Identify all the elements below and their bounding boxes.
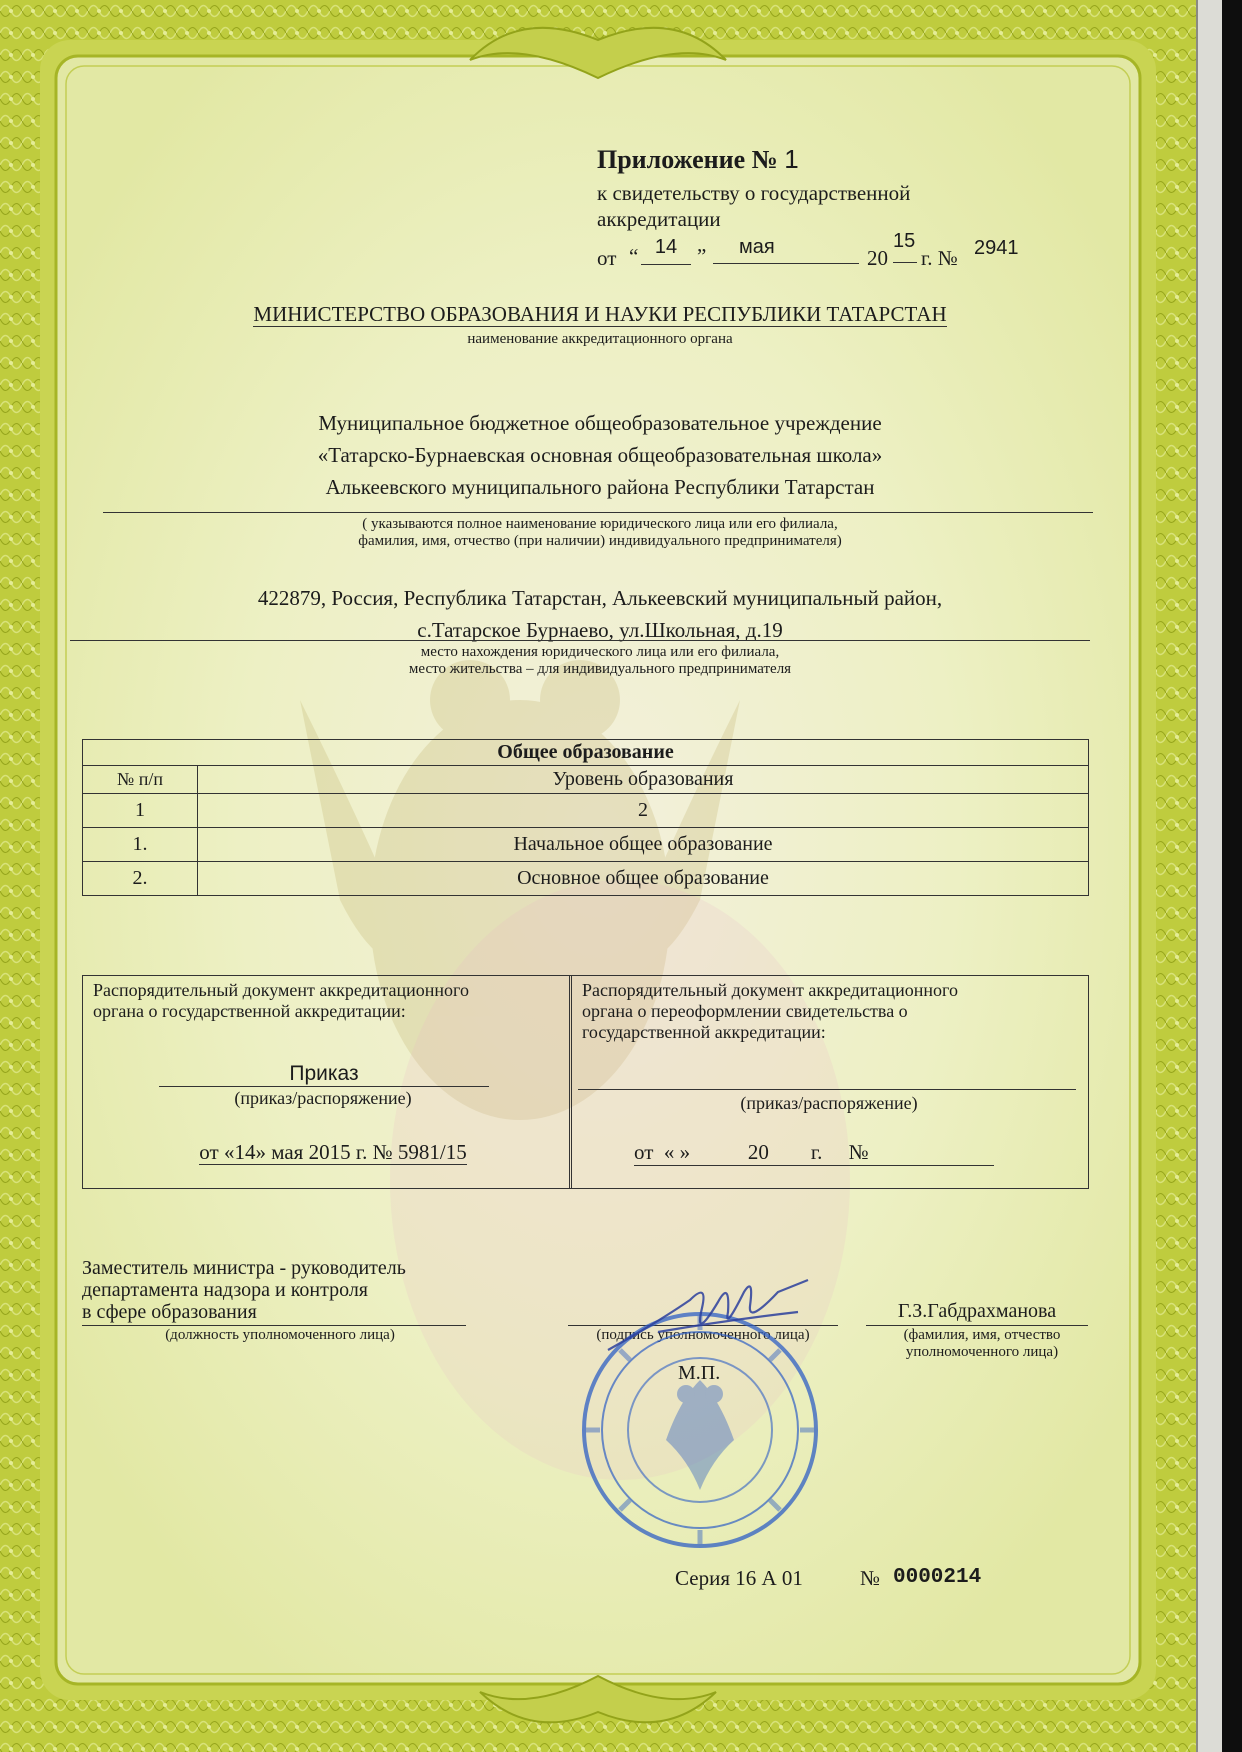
scanner-dark-edge — [1222, 0, 1242, 1752]
order-type: Приказ — [159, 1062, 489, 1087]
name-caption: (фамилия, имя, отчество уполномоченного лица) — [903, 1327, 1061, 1360]
table-row-level: Основное общее образование — [198, 862, 1089, 896]
right-heading: Распорядительный документ аккредитационного органа о переоформлении свидетельства о государственной аккредитации: — [582, 980, 958, 1042]
table-index-cell: 1 — [83, 794, 198, 828]
signatory-name: Г.З.Габдрахманова — [897, 1300, 1057, 1322]
table-row-level: Начальное общее образование — [198, 828, 1089, 862]
table-title: Общее образование — [83, 740, 1089, 766]
signature-caption: (подпись уполномоченного лица) — [596, 1327, 810, 1343]
appendix-subtitle: к свидетельству о государственной аккредитации — [597, 181, 911, 231]
address-underline — [70, 640, 1090, 641]
table-header-num: № п/п — [83, 766, 198, 794]
date-year: 15 — [893, 230, 917, 263]
date-month: мая — [713, 236, 859, 264]
reissue-type-line — [578, 1089, 1076, 1090]
reissue-date: от « » 20 г. № — [634, 1140, 994, 1166]
address: 422879, Россия, Республика Татарстан, Алькеевский муниципальный район, с.Татарское Бурнаево, ул.Школьная, д.19 — [257, 586, 943, 642]
reissue-order-box — [569, 975, 1089, 1189]
appendix-number: 1 — [784, 144, 799, 174]
appendix-date-line: от “ 14 ” мая 20 15 г. № 2941 — [597, 230, 1019, 270]
left-heading: Распорядительный документ аккредитационного органа о государственной аккредитации: — [93, 980, 469, 1021]
right-caption: (приказ/распоряжение) — [740, 1093, 918, 1113]
order-date: от «14» мая 2015 г. № 5981/15 — [199, 1140, 467, 1164]
authority-caption: наименование аккредитационного органа — [467, 331, 733, 347]
series-number: 0000214 — [893, 1566, 982, 1589]
date-day: 14 — [641, 236, 691, 265]
signatory-position: Заместитель министра - руководитель департамента надзора и контроля в сфере образования — [82, 1257, 406, 1323]
appendix-title: Приложение № 1 — [597, 144, 799, 174]
table-header-level: Уровень образования — [198, 766, 1089, 794]
stamp-mark: М.П. — [678, 1362, 721, 1384]
left-caption: (приказ/распоряжение) — [234, 1088, 412, 1108]
table-index-cell: 2 — [198, 794, 1089, 828]
position-underline — [82, 1325, 466, 1326]
handwritten-signature — [598, 1262, 818, 1372]
table-row-num: 1. — [83, 828, 198, 862]
accreditation-order-box — [82, 975, 572, 1189]
authority-name: МИНИСТЕРСТВО ОБРАЗОВАНИЯ И НАУКИ РЕСПУБЛИКИ ТАТАРСТАН — [253, 302, 947, 326]
name-underline — [866, 1325, 1088, 1326]
organization-name: Муниципальное бюджетное общеобразовательное учреждение «Татарско-Бурнаевская основная общеобразовательная школа» Алькеевского муниципального района Республики Татарстан — [317, 411, 883, 499]
table-row — [83, 828, 1089, 862]
organization-caption: ( указываются полное наименование юридического лица или его филиала, фамилия, имя, отчество (при наличии) индивидуального предпринимателя) — [358, 516, 842, 549]
series-number-sign: № — [860, 1566, 881, 1590]
education-table — [82, 739, 1089, 896]
organization-underline — [103, 512, 1093, 513]
address-caption: место нахождения юридического лица или его филиала, место жительства – для индивидуального предпринимателя — [408, 644, 792, 677]
position-caption: (должность уполномоченного лица) — [165, 1327, 395, 1343]
table-row — [83, 862, 1089, 896]
series-label: Серия 16 А 01 — [675, 1566, 803, 1590]
table-row-num: 2. — [83, 862, 198, 896]
certificate-number: 2941 — [974, 237, 1019, 259]
